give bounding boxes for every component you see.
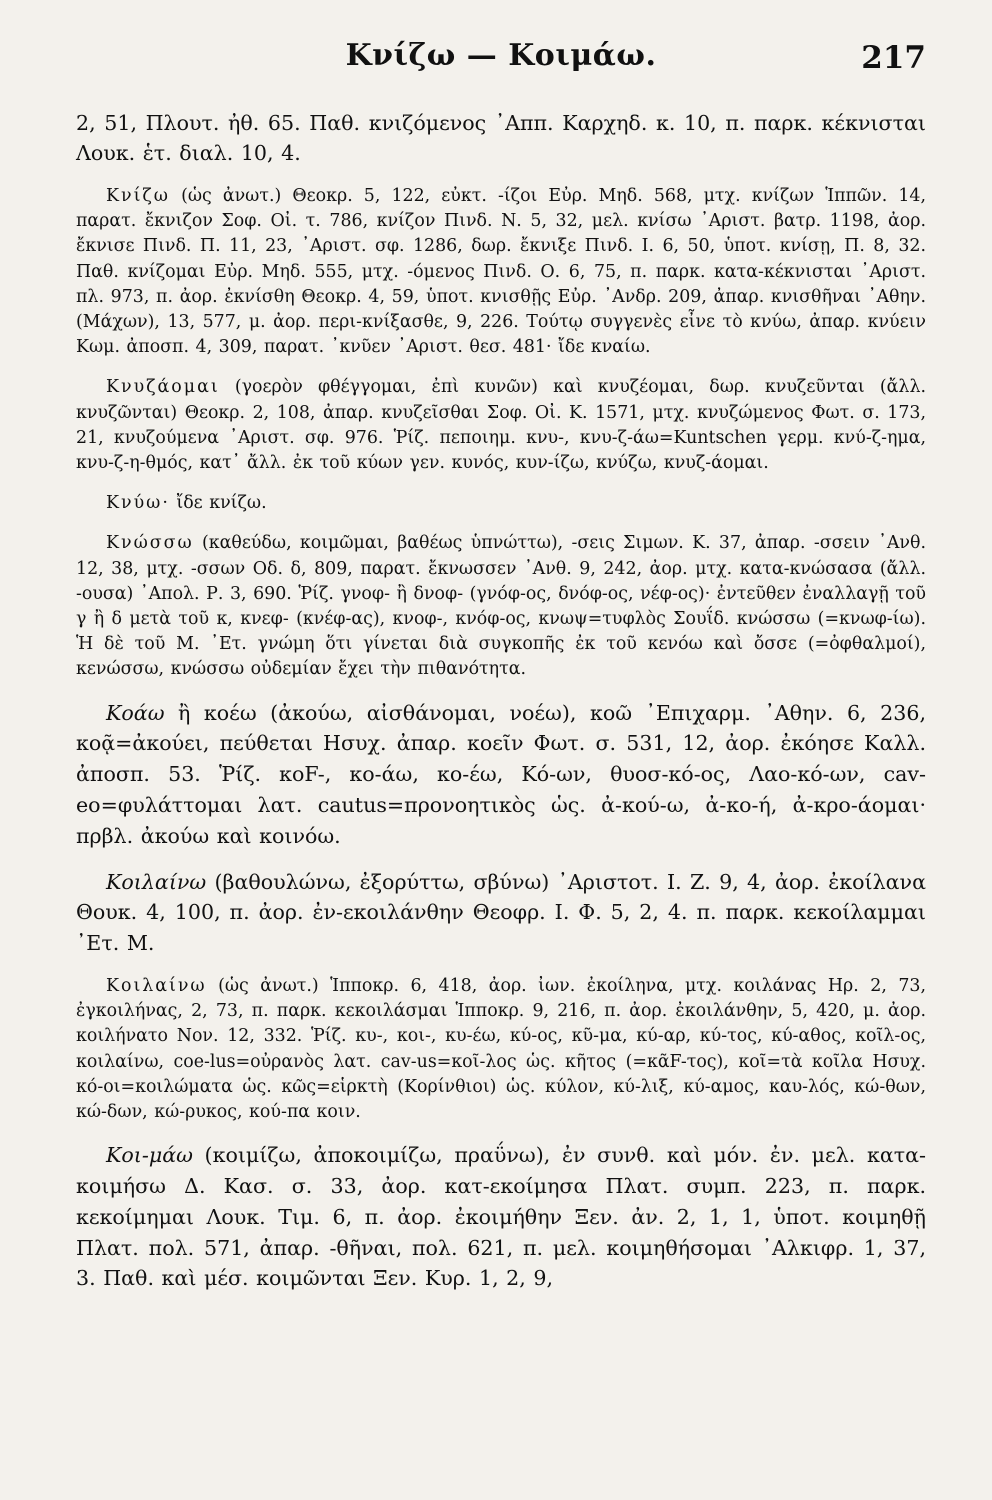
entry-body: ἢ κοέω (ἀκούω, αἰσθάνομαι, νοέω), κοῶ ᾽Επιχαρμ. ᾽Αθην. 6, 236, κοᾷ=ἀκούει, πεύθεται Ησυχ. ἀπαρ. κοεῖν Φωτ. σ. 531, 12, ἀορ. ἐκόησε Καλλ. ἀποσπ. 53. Ῥίζ. κοF-, κο-άω, κο-έω, Κό-ων, θυοσ-κό-ος, Λαο-κό-ων, cav-eo=φυλάττομαι λατ. cautus=προνοητικὸς ὡς. ἀ-κού-ω, ἀ-κο-ή, ἀ-κρο-άομαι· πρβλ. ἀκούω καὶ κοινόω. bbox=[76, 700, 926, 848]
entry-body: (καθεύδω, κοιμῶμαι, βαθέως ὑπνώττω), -σεις Σιμων. Κ. 37, ἀπαρ. -σσειν ᾽Ανθ. 12, 38, μτχ. -σσων Οδ. δ, 809, παρατ. ἔκνωσσεν ᾽Ανθ. 9, 242, ἀορ. μτχ. κατα-κνώσασα (ἄλλ. -ουσα) ᾽Απολ. Ρ. 3, 690. Ῥίζ. γνοφ- ἢ δνοφ- (γνόφ-ος, δνόφ-ος, νέφ-ος)· ἐντεῦθεν ἐναλλαγῇ τοῦ γ ἢ δ μετὰ τοῦ κ, κνεφ- (κνέφ-ας), κνοφ-, κνόφ-ος, κνωψ=τυφλὸς Σουΐδ. κνώσσω (=κνωφ-ίω). Ἡ δὲ τοῦ Μ. ᾽Ετ. γνώμη ὅτι γίνεται διὰ συγκοπῆς ἐκ τοῦ κενόω καὶ ὄσσε (=ὀφθαλμοί), κενώσσω, κνώσσω οὐδεμίαν ἔχει τὴν πιθανότητα. bbox=[76, 533, 926, 680]
entry-headword: Κνύω· bbox=[106, 493, 170, 514]
entry-koimao bbox=[76, 1140, 926, 1294]
entry-knuo bbox=[76, 491, 926, 516]
entry-koao bbox=[76, 698, 926, 852]
entry-headword: Κοάω bbox=[106, 700, 165, 725]
entry-koilaino-2 bbox=[76, 974, 926, 1125]
entry-knizo bbox=[76, 184, 926, 360]
entry-koilaino-1 bbox=[76, 867, 926, 959]
entry-body: (κοιμίζω, ἀποκοιμίζω, πραΰνω), ἐν συνθ. καὶ μόν. ἐν. μελ. κατα-κοιμήσω Δ. Κασ. σ. 33, ἀορ. κατ-εκοίμησα Πλατ. συμπ. 223, π. παρκ. κεκοίμημαι Λουκ. Τιμ. 6, π. ἀορ. ἐκοιμήθην Ξεν. ἀν. 2, 1, 1, ὑποτ. κοιμηθῇ Πλατ. πολ. 571, ἀπαρ. -θῆναι, πολ. 621, π. μελ. κοιμηθήσομαι ᾽Αλκιφρ. 1, 37, 3. Παθ. καὶ μέσ. κοιμῶνται Ξεν. Κυρ. 1, 2, 9, bbox=[76, 1143, 926, 1291]
entry-headword: Κοιλαίνω bbox=[106, 976, 207, 997]
entry-headword: Κοι-μάω bbox=[106, 1143, 193, 1168]
entry-headword: Κνυζάομαι bbox=[106, 377, 220, 398]
entry-body: (ὡς ἀνωτ.) Θεοκρ. 5, 122, εὐκτ. -ίζοι Εὐρ. Μηδ. 568, μτχ. κνίζων Ἱππῶν. 14, παρατ. ἔκνιζον Σοφ. Οἰ. τ. 786, κνίζον Πινδ. Ν. 5, 32, μελ. κνίσω ᾽Αριστ. βατρ. 1198, ἀορ. ἔκνισε Πινδ. Π. 11, 23, ᾽Αριστ. σφ. 1286, δωρ. ἔκνιξε Πινδ. Ι. 6, 50, ὑποτ. κνίσῃ, Π. 8, 32. Παθ. κνίζομαι Εὐρ. Μηδ. 555, μτχ. -όμενος Πινδ. Ο. 6, 75, π. παρκ. κατα-κέκνισται ᾽Αριστ. πλ. 973, π. ἀορ. ἐκνίσθη Θεοκρ. 4, 59, ὑποτ. κνισθῇς Εὐρ. ᾽Ανδρ. 209, ἀπαρ. κνισθῆναι ᾽Αθην. (Μάχων), 13, 577, μ. ἀορ. περι-κνίξασθε, 9, 226. Τούτῳ συγγενὲς εἶνε τὸ κνύω, ἀπαρ. κνύειν Κωμ. ἀποσπ. 4, 309, παρατ. ᾽κνῦεν ᾽Αριστ. θεσ. 481· ἴδε κναίω. bbox=[76, 186, 926, 358]
page-header bbox=[76, 30, 926, 86]
entry-headword: Κνώσσω bbox=[106, 533, 194, 554]
running-head: Κνίζω — Κοιμάω. bbox=[345, 38, 657, 73]
entry-continuation bbox=[76, 108, 926, 168]
entry-body: 2, 51, Πλουτ. ἠθ. 65. Παθ. κνιζόμενος ᾽Αππ. Καρχηδ. κ. 10, π. παρκ. κέκνισται Λουκ. ἑτ. διαλ. 10, 4. bbox=[76, 111, 926, 165]
entry-knuzaomai bbox=[76, 375, 926, 476]
entry-knosso bbox=[76, 531, 926, 682]
entry-body: ἴδε κνίζω. bbox=[169, 493, 267, 514]
page-number: 217 bbox=[861, 40, 926, 76]
entry-headword: Κνίζω bbox=[106, 186, 170, 206]
entry-headword: Κοιλαίνω bbox=[106, 869, 207, 894]
entry-body: (γοερὸν φθέγγομαι, ἐπὶ κυνῶν) καὶ κνυζέομαι, δωρ. κνυζεῦνται (ἄλλ. κνυζῶνται) Θεοκρ. 2, 108, ἀπαρ. κνυζεῖσθαι Σοφ. Οἰ. Κ. 1571, μτχ. κνυζώμενος Φωτ. σ. 173, 21, κνυζούμενα ᾽Αριστ. σφ. 976. Ῥίζ. πεποιημ. κνυ-, κνυ-ζ-άω=Kuntschen γερμ. κνύ-ζ-ημα, κνυ-ζ-η-θμός, κατ᾽ ἄλλ. ἐκ τοῦ κύων γεν. κυνός, κυν-ίζω, κνύζω, κνυζ-άομαι. bbox=[76, 377, 926, 474]
entry-body: (βαθουλώνω, ἐξορύττω, σβύνω) ᾽Αριστοτ. Ι. Ζ. 9, 4, ἀορ. ἐκοίλανα Θουκ. 4, 100, π. ἀορ. ἐν-εκοιλάνθην Θεοφρ. Ι. Φ. 5, 2, 4. π. παρκ. κεκοίλαμμαι ᾽Ετ. Μ. bbox=[76, 869, 926, 956]
entry-body: (ὡς ἀνωτ.) Ἱπποκρ. 6, 418, ἀορ. ἰων. ἐκοίληνα, μτχ. κοιλάνας Ηρ. 2, 73, ἐγκοιλήνας, 2, 73, π. παρκ. κεκοιλάσμαι Ἱπποκρ. 9, 216, π. ἀορ. ἐκοιλάνθην, 5, 420, μ. ἀορ. κοιλήνατο Νον. 12, 332. Ῥίζ. κυ-, κοι-, κυ-έω, κύ-ος, κῦ-μα, κύ-αρ, κύ-τος, κύ-αθος, κοῖλ-ος, κοιλαίνω, coe-lus=οὐρανὸς λατ. cav-us=κοῖ-λος ὡς. κῆτος (=κᾶF-τος), κοῖ=τὰ κοῖλα Ησυχ. κό-οι=κοιλώματα ὡς. κῶς=εἱρκτὴ (Κορίνθιοι) ὡς. κύλον, κύ-λιξ, κύ-αμος, καυ-λός, κώ-θων, κώ-δων, κώ-ρυκος, κού-πα κοιν. bbox=[76, 976, 926, 1123]
